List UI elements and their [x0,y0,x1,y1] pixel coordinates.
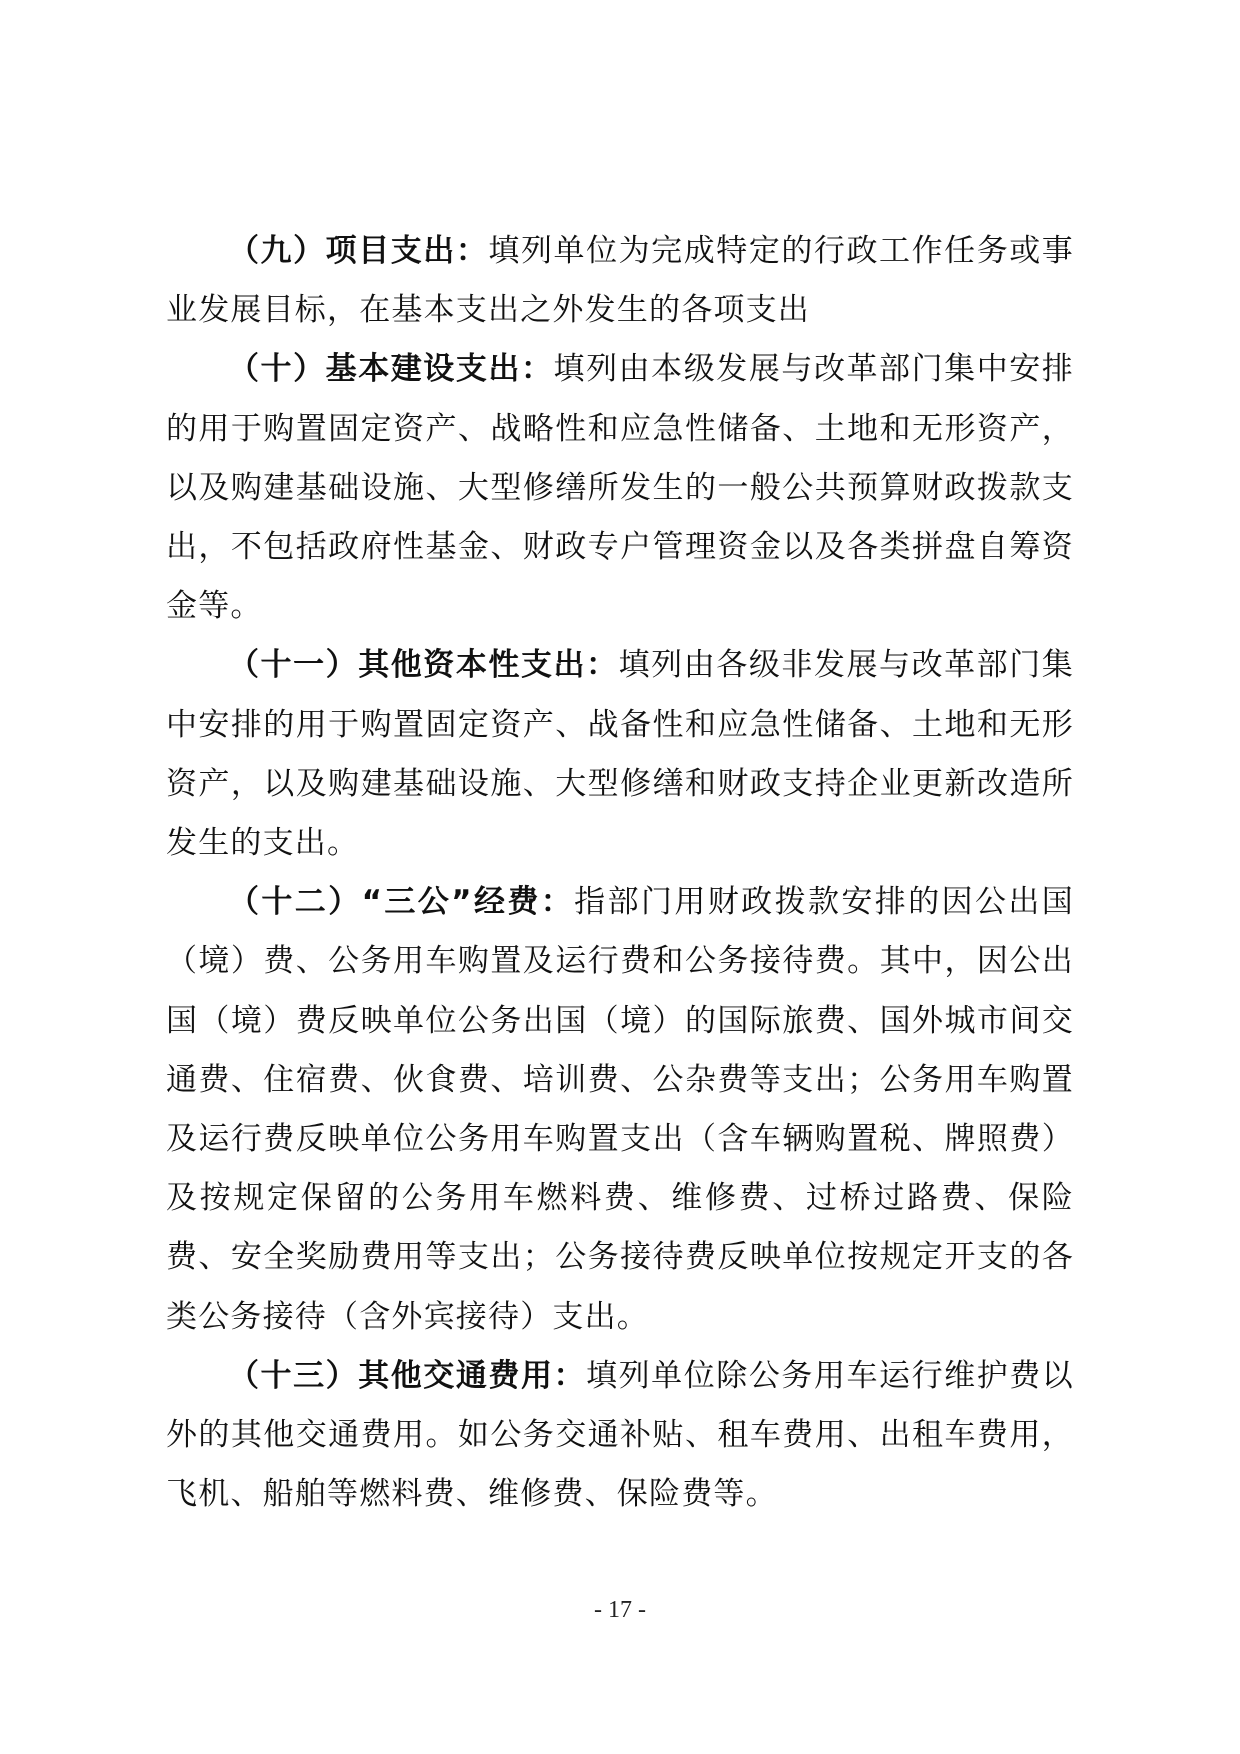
paragraph-three-public [166,873,1074,1347]
page-number: - 17 - [594,1597,646,1623]
paragraph-text: 填列单位除公务用车运行维护费以外的其他交通费用。如公务交通补贴、租车费用、出租车费用，飞机、船舶等燃料费、维修费、保险费等。 [166,1357,1075,1513]
paragraph-capital-construction [166,340,1074,636]
paragraph-project-expenditure [166,222,1074,340]
document-body [166,222,1074,1524]
paragraph-text: 填列单位为完成特定的行政工作任务或事业发展目标，在基本支出之外发生的各项支出 [166,233,1074,329]
term-heading: （九）项目支出： [228,233,489,269]
paragraph-other-transport [166,1347,1074,1525]
paragraph-other-capital [166,636,1074,873]
term-heading: （十三）其他交通费用： [228,1357,587,1394]
paragraph-text: 指部门用财政拨款安排的因公出国（境）费、公务用车购置及运行费和公务接待费。其中，因公出国（境）费反映单位公务出国（境）的国际旅费、国外城市间交通费、住宿费、伙食费、培训费、公杂费等支出；公务用车购置及运行费反映单位公务用车购置支出（含车辆购置税、牌照费）及按规定保留的公务用车燃料费、维修费、过桥过路费、保险费、安全奖励费用等支出；公务接待费反映单位按规定开支的各类公务接待（含外宾接待）支出。 [166,884,1074,1335]
term-heading: （十）基本建设支出： [228,351,554,388]
paragraph-text: 填列由各级非发展与改革部门集中安排的用于购置固定资产、战备性和应急性储备、土地和无形资产，以及购建基础设施、大型修缮和财政支持企业更新改造所发生的支出。 [166,647,1074,862]
term-heading: （十一）其他资本性支出： [228,647,619,684]
paragraph-text: 填列由本级发展与改革部门集中安排的用于购置固定资产、战略性和应急性储备、土地和无形资产，以及购建基础设施、大型修缮所发生的一般公共预算财政拨款支出，不包括政府性基金、财政专户管理资金以及各类拼盘自筹资金等。 [166,351,1075,625]
term-heading: （十二）“三公”经费： [228,884,575,921]
